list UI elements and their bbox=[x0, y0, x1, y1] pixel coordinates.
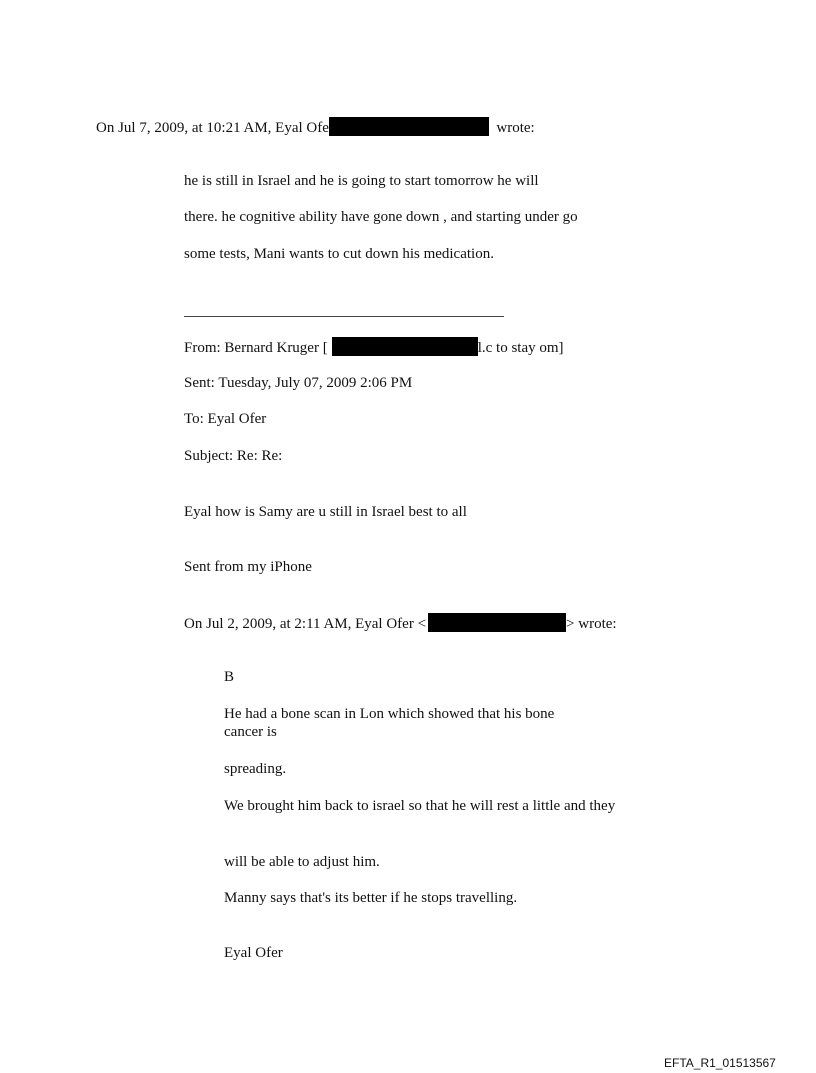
from-line bbox=[184, 337, 564, 357]
sent-line: Sent: Tuesday, July 07, 2009 2:06 PM bbox=[184, 375, 413, 391]
bates-number: EFTA_R1_01513567 bbox=[664, 1056, 776, 1070]
message-line-3: some tests, Mani wants to cut down his medication. bbox=[184, 246, 494, 262]
redaction-box bbox=[329, 117, 489, 136]
from-suffix: l.c to stay om] bbox=[477, 340, 564, 356]
redaction-box bbox=[428, 613, 566, 632]
quoted-paragraph-5: Manny says that's its better if he stops travelling. bbox=[224, 890, 518, 906]
subject-line: Subject: Re: Re: bbox=[184, 448, 283, 464]
quoted-paragraph-4: will be able to adjust him. bbox=[224, 854, 380, 870]
message-line-2: there. he cognitive ability have gone down , and starting under go bbox=[184, 209, 578, 225]
quoted-header-line bbox=[184, 613, 617, 633]
redaction-box bbox=[332, 337, 478, 356]
quoted-suffix: > wrote: bbox=[566, 616, 617, 632]
message-line-1: he is still in Israel and he is going to start tomorrow he will bbox=[184, 173, 539, 189]
second-message-body: Eyal how is Samy are u still in Israel best to all bbox=[184, 504, 467, 520]
quoted-prefix: On Jul 2, 2009, at 2:11 AM, Eyal Ofer < bbox=[184, 616, 427, 632]
quoted-greeting: B bbox=[224, 669, 235, 685]
header-suffix: wrote: bbox=[496, 120, 535, 136]
quoted-paragraph-3: We brought him back to israel so that he will rest a little and they bbox=[224, 798, 616, 814]
divider-line bbox=[184, 316, 504, 317]
iphone-signature: Sent from my iPhone bbox=[184, 559, 312, 575]
to-line: To: Eyal Ofer bbox=[184, 411, 267, 427]
quoted-paragraph-2: spreading. bbox=[224, 761, 287, 777]
quoted-signoff: Eyal Ofer bbox=[224, 945, 283, 961]
from-prefix: From: Bernard Kruger [ bbox=[184, 340, 328, 356]
quoted-paragraph-1: He had a bone scan in Lon which showed that his bone cancer is bbox=[224, 706, 555, 740]
header-prefix: On Jul 7, 2009, at 10:21 AM, Eyal Ofe bbox=[96, 120, 329, 136]
email-header-line bbox=[96, 117, 535, 137]
